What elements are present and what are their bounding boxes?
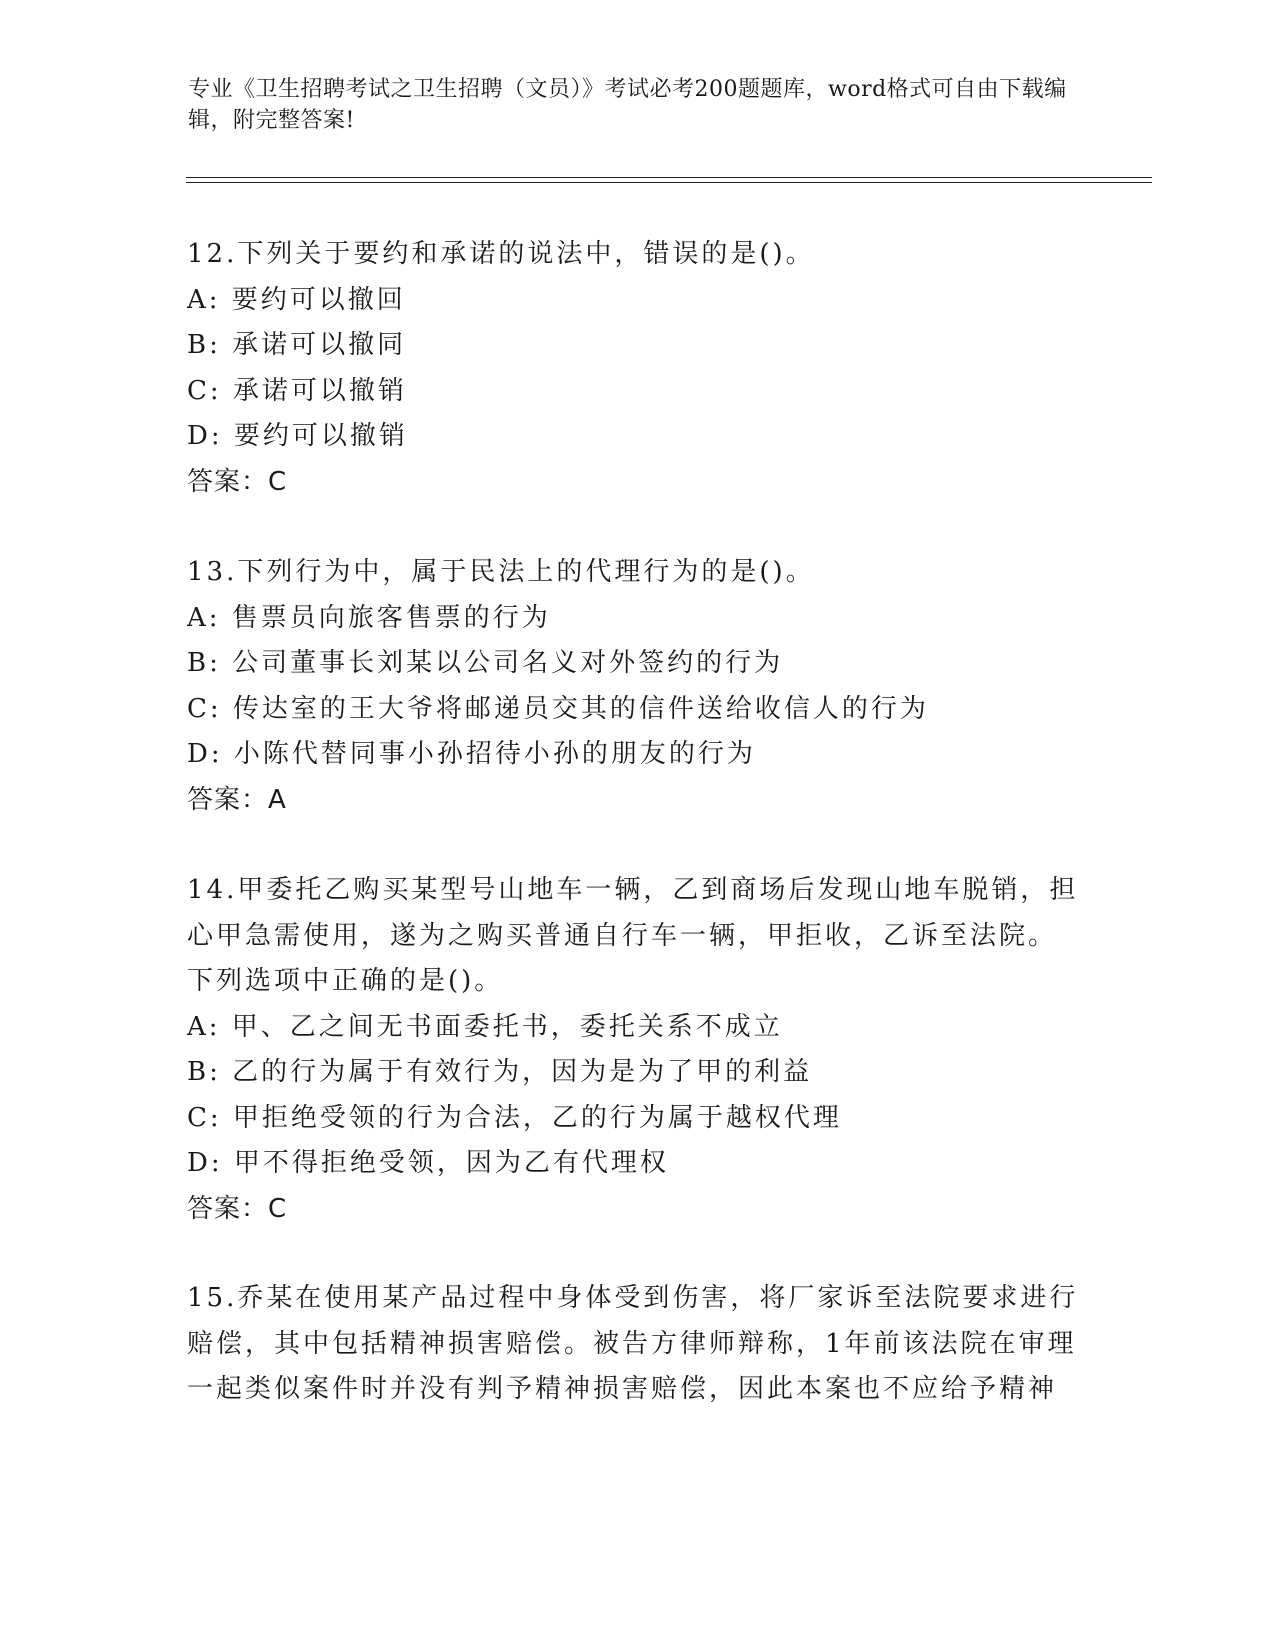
question-12: [187, 232, 1087, 505]
option-a: A: 要约可以撤回: [187, 284, 406, 315]
question-stem-line-3: 一起类似案件时并没有判予精神损害赔偿，因此本案也不应给予精神: [187, 1374, 1058, 1404]
question-stem-line-2: 心甲急需使用，遂为之购买普通自行车一辆，甲拒收，乙诉至法院。: [187, 920, 1058, 951]
option-d: D: 小陈代替同事小孙招待小孙的朋友的行为: [187, 739, 756, 769]
question-stem-line-2: 赔偿，其中包括精神损害赔偿。被告方律师辩称，1年前该法院在审理: [187, 1328, 1077, 1359]
option-b: B: 承诺可以撤同: [187, 330, 407, 360]
question-13: [187, 550, 1087, 823]
question-list: [187, 232, 1087, 1413]
question-spacer: [187, 1232, 1087, 1276]
option-b: B: 乙的行为属于有效行为，因为是为了甲的利益: [187, 1057, 813, 1087]
option-b: B: 公司董事长刘某以公司名义对外签约的行为: [187, 648, 784, 678]
answer-line: 答案：A: [187, 784, 287, 815]
header-divider-bottom: [186, 182, 1152, 183]
header-divider-top: [186, 177, 1152, 178]
option-a: A: 甲、乙之间无书面委托书，委托关系不成立: [187, 1011, 783, 1042]
option-c: C: 甲拒绝受领的行为合法，乙的行为属于越权代理: [187, 1102, 842, 1133]
answer-line: 答案：C: [187, 1193, 288, 1224]
question-stem: 12.下列关于要约和承诺的说法中，错误的是()。: [187, 239, 815, 269]
question-stem: 13.下列行为中，属于民法上的代理行为的是()。: [187, 557, 815, 587]
option-c: C: 承诺可以撤销: [187, 375, 407, 406]
option-a: A: 售票员向旅客售票的行为: [187, 602, 551, 633]
question-spacer: [187, 505, 1087, 550]
question-stem-line-1: 15.乔某在使用某产品过程中身体受到伤害，将厂家诉至法院要求进行: [187, 1283, 1079, 1313]
option-d: D: 要约可以撤销: [187, 421, 408, 451]
answer-line: 答案：C: [187, 466, 288, 497]
option-c: C: 传达室的王大爷将邮递员交其的信件送给收信人的行为: [187, 693, 929, 724]
document-header: 专业《卫生招聘考试之卫生招聘（文员）》考试必考200题题库，word格式可自由下载编辑，附完整答案!: [188, 77, 1067, 133]
option-d: D: 甲不得拒绝受领，因为乙有代理权: [187, 1148, 669, 1178]
question-spacer: [187, 823, 1087, 868]
question-stem-line-3: 下列选项中正确的是()。: [187, 966, 504, 996]
question-15: [187, 1276, 1087, 1413]
question-stem-line-1: 14.甲委托乙购买某型号山地车一辆，乙到商场后发现山地车脱销，担: [187, 875, 1079, 905]
question-14: [187, 868, 1087, 1232]
